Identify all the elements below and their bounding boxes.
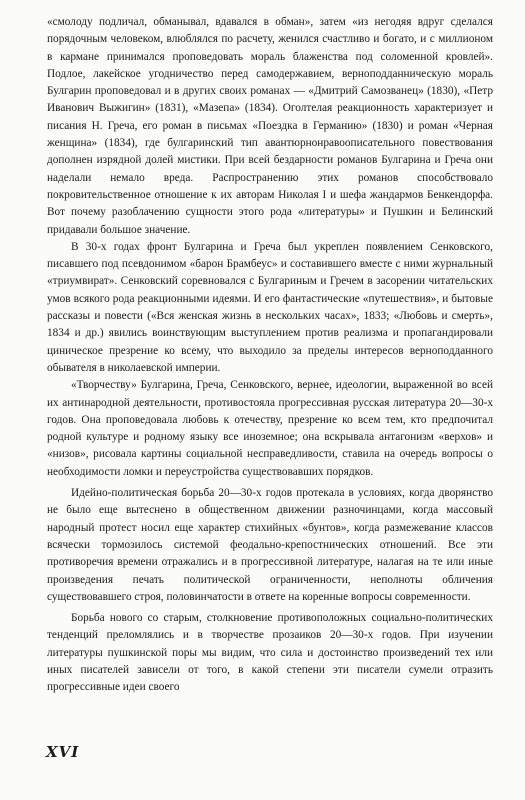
paragraph-4: Идейно-политическая борьба 20—30-х годов протекала в условиях, когда дворянство не было еще вытеснено в общественном движении разночинцами, когда массовый народный протест носил еще характер стихийных «бунтов», когда размежевание классов всячески тормозилось системой феодально-крепостнических отношений. Все эти противоречия времени отражались и в прогрессивной литературе, налагая на те или иные произведения печать политической ограниченности, неполноты обличения существовавшего строя, половинчатости в ответе на коренные вопросы современности. (47, 487, 493, 603)
page-number: XVI (46, 743, 80, 761)
paragraph-3: «Творчеству» Булгарина, Греча, Сенковского, вернее, идеологии, выраженной во всей их антинародной деятельности, противостояла прогрессивная русская литература 20—30-х годов. Она проповедовала любовь к отечеству, презрение ко всем тем, кто предпочитал родной культуре и родному языку все иноземное; она вскрывала антагонизм «верхов» и «низов», рисовала картины социальной несправедливости, ставила на очередь вопросы о необходимости ломки и переустройства существовавших порядков. (47, 379, 493, 478)
paragraph-1: «смолоду подличал, обманывал, вдавался в обман», затем «из негодяя вдруг сделался порядочным человеком, влюблялся по расчету, женился счастливо и богато, и с миллионом в кармане принимался проповедовать мораль блаженства под соломенной кровлей». Подлое, лакейское угодничество перед самодержавием, верноподданническую мораль Булгарин проповедовал и в других своих романах — «Дмитрий Самозванец» (1830), «Петр Иванович Выжигин» (1831), «Мазепа» (1834). Оголтелая реакционность характеризует и писания Н. Греча, его роман в письмах «Поездка в Германию» (1830) и роман «Черная женщина» (1834), где булгаринский тип авантюрнонравоописательного повествования дополнен изрядной долей мистики. При всей бездарности романов Булгарина и Греча они наделали немало вреда. Распространению этих романов способствовало покровительственное отношение к их авторам Николая I и шефа жандармов Бенкендорфа. Вот почему разоблачению сущности этого рода «литературы» и Пушкин и Белинский придавали большое значение. (47, 16, 493, 236)
body-text (47, 14, 493, 697)
paragraph-5: Борьба нового со старым, столкновение противоположных социально-политических тенденций преломлялись и в творчестве прозаиков 20—30-х годов. При изучении литературы пушкинской поры мы видим, что сила и достоинство произведений тех или иных писателей зависели от того, в какой степени эти писатели сумели отразить прогрессивные идеи своего (47, 612, 493, 694)
paragraph-2: В 30-х годах фронт Булгарина и Греча был укреплен появлением Сенковского, писавшего под псевдонимом «барон Брамбеус» и составившего вместе с ними журнальный «триумвират». Сенковский соревновался с Булгариным и Гречем в засорении читательских умов всякого рода реакционными идеями. И его фантастические «путешествия», и бытовые рассказы и повести («Вся женская жизнь в нескольких часах», 1833; «Любовь и смерть», 1834 и др.) явились воинствующим выступлением против реализма и пропагандировали циническое презрение ко всему, что выходило за пределы интересов верноподданного обывателя в николаевской империи. (47, 240, 493, 374)
